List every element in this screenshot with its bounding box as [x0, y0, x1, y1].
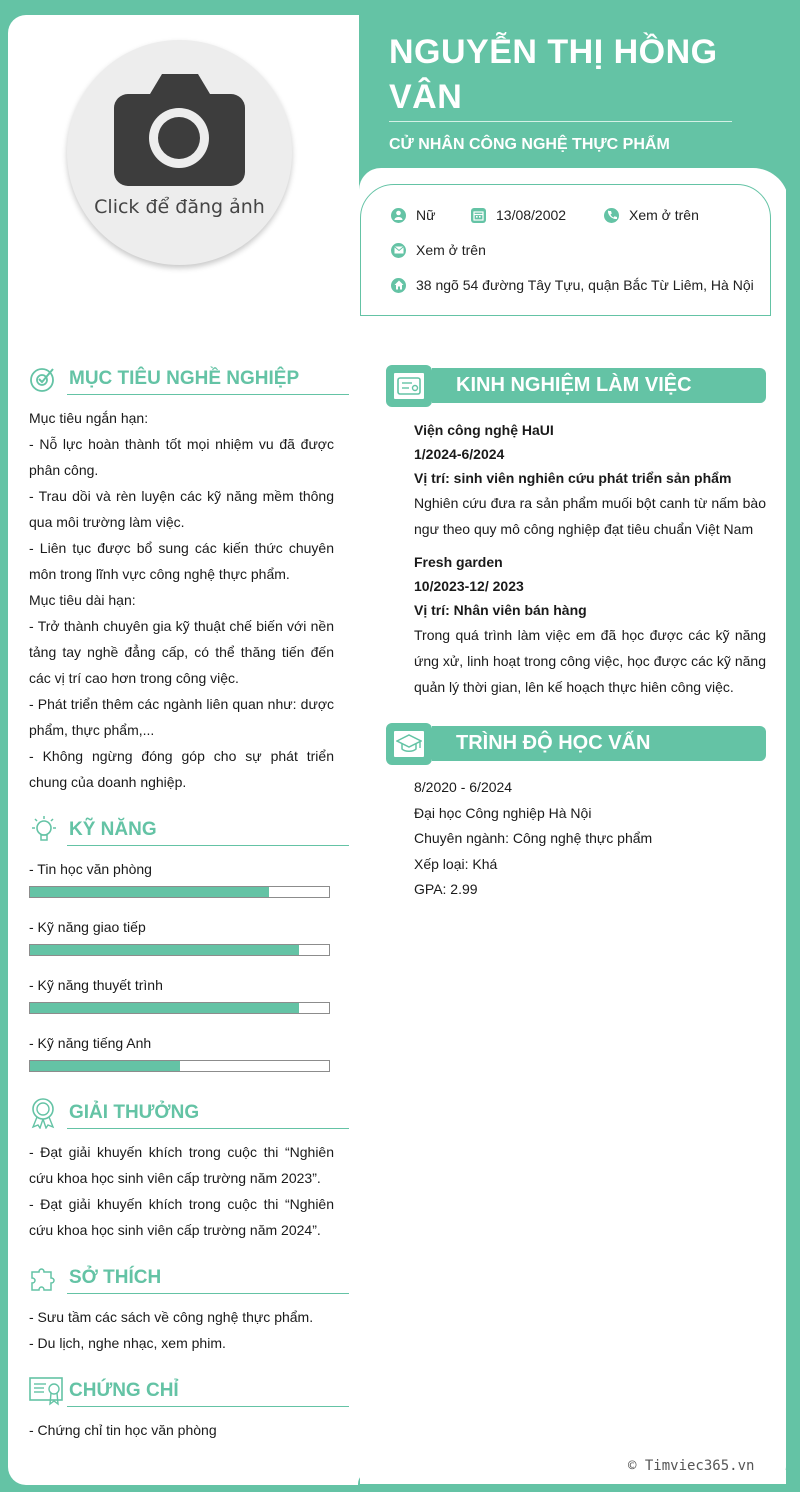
skill-bar	[29, 1060, 330, 1072]
calendar-icon	[471, 208, 486, 223]
briefcase-icon	[396, 375, 422, 397]
experience-icon-box	[386, 365, 432, 407]
experience-icon-frame	[392, 371, 426, 401]
job-company: Viện công nghệ HaUI	[414, 422, 554, 438]
certificates-text	[29, 1417, 334, 1443]
camera-icon	[112, 70, 247, 190]
education-rank: Xếp loại: Khá	[414, 855, 498, 872]
certificates-divider	[67, 1406, 349, 1407]
avatar-upload[interactable]	[67, 40, 292, 265]
skill-label: - Tin học văn phòng	[29, 861, 152, 877]
job-period: 10/2023-12/ 2023	[414, 578, 524, 594]
award-badge-icon	[29, 1097, 57, 1129]
awards-header	[29, 1097, 199, 1129]
awards-title: GIẢI THƯỞNG	[69, 1102, 200, 1123]
objective-line: - Trở thành chuyên gia kỹ thuật chế biến với nền tảng tay nghề đẳng cấp, có thể thăng tiến đến các vị trí cao hơn trong công việc.	[29, 618, 334, 686]
education-period: 8/2020 - 6/2024	[414, 779, 513, 795]
objective-text	[29, 405, 334, 795]
hobbies-title: SỞ THÍCH	[69, 1267, 162, 1288]
certificates-header	[29, 1376, 179, 1406]
lightbulb-icon	[29, 815, 59, 845]
email-text: Xem ở trên	[416, 242, 486, 258]
hobbies-divider	[67, 1293, 349, 1294]
candidate-title: CỬ NHÂN CÔNG NGHỆ THỰC PHẨM	[389, 136, 670, 153]
contact-email	[391, 242, 486, 258]
certificates-title: CHỨNG CHỈ	[69, 1380, 179, 1401]
phone-icon	[604, 208, 619, 223]
skill-bar	[29, 1002, 330, 1014]
user-icon	[391, 208, 406, 223]
email-icon	[391, 243, 406, 258]
gender-text: Nữ	[416, 207, 436, 223]
objective-line: Mục tiêu ngắn hạn:	[29, 410, 149, 426]
skills-title: KỸ NĂNG	[69, 819, 157, 840]
education-gpa: GPA: 2.99	[414, 881, 478, 897]
graduation-cap-icon	[396, 734, 422, 754]
skills-header	[29, 815, 157, 845]
hobbies-header	[29, 1264, 161, 1292]
contact-address	[391, 277, 754, 293]
job-position: Vị trí: sinh viên nghiên cứu phát triển sản phẩm	[414, 470, 732, 486]
objective-line: - Không ngừng đóng góp cho sự phát triển chung của doanh nghiệp.	[29, 748, 334, 790]
avatar-label: Click để đăng ảnh	[94, 196, 265, 218]
skill-label: - Kỹ năng tiếng Anh	[29, 1035, 152, 1051]
awards-divider	[67, 1128, 349, 1129]
candidate-name: NGUYỄN THỊ HỒNG VÂN	[389, 33, 718, 116]
skills-divider	[67, 845, 349, 846]
objective-line: - Trau dồi và rèn luyện các kỹ năng mềm thông qua môi trường làm việc.	[29, 488, 334, 530]
objective-line: - Phát triển thêm các ngành liên quan như: dược phẩm, thực phẩm,...	[29, 696, 334, 738]
home-icon	[391, 278, 406, 293]
experience-title: KINH NGHIỆM LÀM VIỆC	[432, 368, 766, 403]
job-description: Trong quá trình làm việc em đã học được các kỹ năng ứng xử, linh hoạt trong công việc, học được các kỹ năng quản lý thời gian, lên kế hoạch thực hiên công việc.	[414, 627, 766, 695]
award-line: - Đạt giải khuyến khích trong cuộc thi “Nghiên cứu khoa học sinh viên cấp trường năm 2023”.	[29, 1144, 334, 1186]
objective-header	[29, 365, 299, 393]
education-title: TRÌNH ĐỘ HỌC VẤN	[432, 726, 766, 761]
skill-bar	[29, 886, 330, 898]
awards-text	[29, 1139, 334, 1243]
skill-bar-fill	[30, 1003, 299, 1013]
address-text: 38 ngõ 54 đường Tây Tựu, quận Bắc Từ Liêm, Hà Nội	[416, 277, 754, 293]
skill-bar	[29, 944, 330, 956]
experience-header	[386, 368, 766, 404]
skill-bar-fill	[30, 1061, 180, 1071]
objective-title: MỤC TIÊU NGHỀ NGHIỆP	[69, 368, 300, 389]
target-icon	[29, 365, 57, 393]
skill-label: - Kỹ năng giao tiếp	[29, 919, 146, 935]
objective-divider	[67, 394, 349, 395]
hobby-line: - Du lịch, nghe nhạc, xem phim.	[29, 1335, 226, 1351]
skill-label: - Kỹ năng thuyết trình	[29, 977, 163, 993]
objective-line: - Liên tục được bổ sung các kiến thức chuyên môn trong lĩnh vực công nghệ thực phẩm.	[29, 540, 334, 582]
name-divider	[389, 121, 732, 122]
objective-line: Mục tiêu dài hạn:	[29, 592, 136, 608]
contact-phone	[604, 207, 699, 223]
education-entry	[414, 775, 652, 903]
education-header	[386, 726, 766, 762]
job-period: 1/2024-6/2024	[414, 446, 505, 462]
phone-text: Xem ở trên	[629, 207, 699, 223]
hobbies-text	[29, 1304, 334, 1356]
job-position: Vị trí: Nhân viên bán hàng	[414, 602, 587, 618]
puzzle-icon	[29, 1264, 59, 1292]
education-major: Chuyên ngành: Công nghệ thực phẩm	[414, 830, 653, 846]
education-school: Đại học Công nghiệp Hà Nội	[414, 804, 592, 821]
certificate-line: - Chứng chỉ tin học văn phòng	[29, 1422, 217, 1438]
skill-bar-fill	[30, 887, 269, 897]
hobby-line: - Sưu tầm các sách về công nghệ thực phẩm.	[29, 1309, 314, 1325]
contact-birthdate	[471, 207, 566, 223]
contact-card	[360, 184, 771, 316]
objective-line: - Nỗ lực hoàn thành tốt mọi nhiệm vu đã được phân công.	[29, 436, 334, 478]
job-entry	[414, 418, 766, 542]
job-company: Fresh garden	[414, 554, 503, 570]
award-line: - Đạt giải khuyến khích trong cuộc thi “Nghiên cứu khoa học sinh viên cấp trường năm 2024”.	[29, 1196, 334, 1238]
birthdate-text: 13/08/2002	[496, 207, 567, 223]
job-entry	[414, 550, 766, 700]
right-strip	[786, 170, 800, 1492]
footer-credit: © Timviec365.vn	[628, 1458, 755, 1474]
contact-gender	[391, 207, 435, 223]
job-description: Nghiên cứu đưa ra sản phẩm muối bột canh từ nấm bào ngư theo quy mô công nghiệp đạt tiêu chuẩn Việt Nam	[414, 495, 766, 537]
skill-bar-fill	[30, 945, 299, 955]
certificate-icon	[29, 1376, 65, 1406]
education-icon-frame	[392, 729, 426, 759]
education-icon-box	[386, 723, 432, 765]
